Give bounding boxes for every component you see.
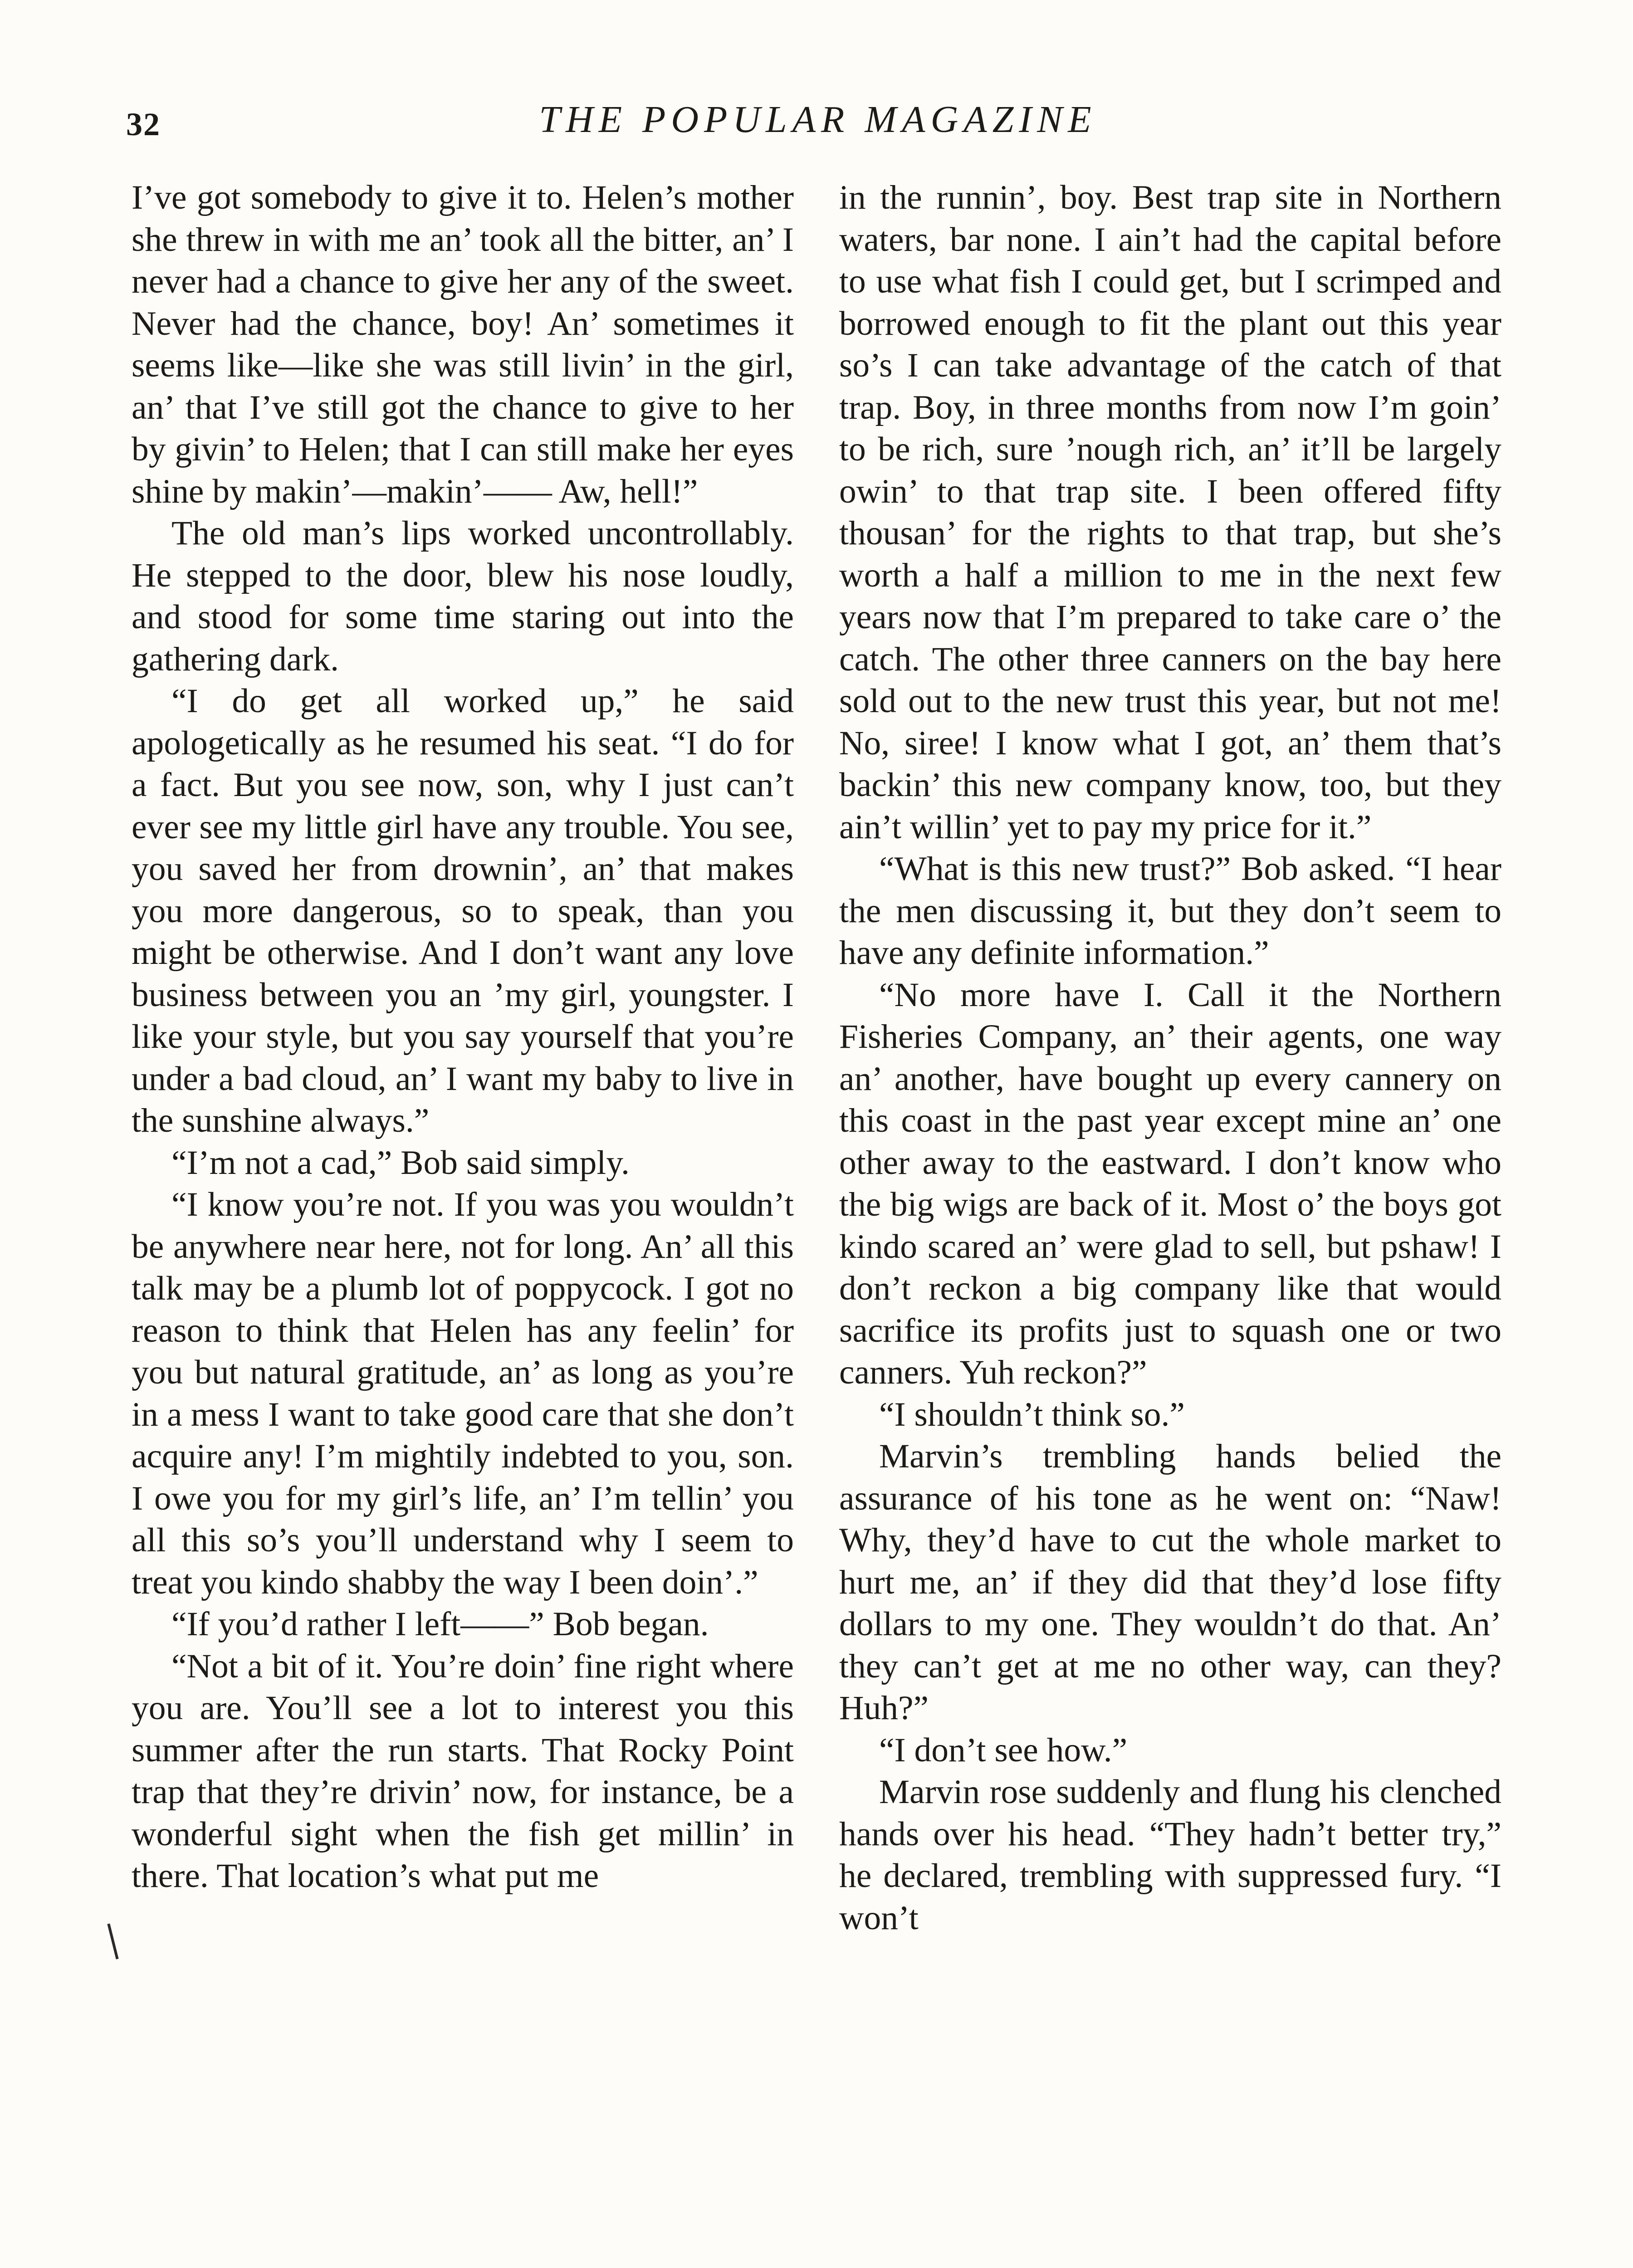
paragraph: “If you’d rather I left——” Bob began.	[171, 1605, 709, 1643]
paragraph: “No more have I. Call it the Northern Fisheries Company, an’ their agents, one way an’ another, have bought up every cannery on this coast in the past year except mine an’ one other away to the eastward. I don’t know who the big wigs are back of it. Most o’ the boys got kindo scared an’ were glad to sell, but pshaw! I don’t reckon a big company like that would sacrifice its profits just to squash one or two canners. Yuh reckon?”	[839, 976, 1501, 1391]
paragraph: in the runnin’, boy. Best trap site in Northern waters, bar none. I ain’t had the capital before to use what fish I could get, but I scrimped and borrowed enough to fit the plant out this year so’s I can take advantage of the catch of that trap. Boy, in three months from now I’m goin’ to be rich, sure ’nough rich, an’ it’ll be largely owin’ to that trap site. I been offered fifty thousan’ for the rights to that trap, but she’s worth a half a million to me in the next few years now that I’m prepared to take care o’ the catch. The other three canners on the bay here sold out to the new trust this year, but not me! No, siree! I know what I got, an’ them that’s backin’ this new company know, too, but they ain’t willin’ yet to pay my price for it.”	[839, 179, 1501, 846]
page-header	[126, 98, 1510, 152]
page-number: 32	[126, 106, 161, 142]
right-column	[839, 177, 1501, 1939]
paragraph: Marvin rose suddenly and flung his clenched hands over his head. “They hadn’t better try,” he declared, trembling with suppressed fury. “I won’t	[839, 1773, 1501, 1937]
paragraph: “Not a bit of it. You’re doin’ fine right where you are. You’ll see a lot to interest you this summer after the run starts. That Rocky Point trap that they’re drivin’ now, for instance, be a wonderful sight when the fish get millin’ in there. That location’s what put me	[132, 1647, 794, 1895]
paragraph: Marvin’s trembling hands belied the assurance of his tone as he went on: “Naw! Why, they’d have to cut the whole market to hurt me, an’ if they did that they’d lose fifty dollars to my one. They wouldn’t do that. An’ they can’t get at me no other way, can they? Huh?”	[839, 1437, 1501, 1727]
paragraph: I’ve got somebody to give it to. Helen’s mother she threw in with me an’ took all the bitter, an’ I never had a chance to give her any of the sweet. Never had the chance, boy! An’ sometimes it seems like—like she was still livin’ in the girl, an’ that I’ve still got the chance to give to her by givin’ to Helen; that I can still make her eyes shine by makin’—makin’—— Aw, hell!”	[132, 179, 794, 510]
paragraph: The old man’s lips worked uncontrollably. He stepped to the door, blew his nose loudly, and stood for some time staring out into the gathering dark.	[132, 514, 794, 678]
paragraph: “I do get all worked up,” he said apologetically as he resumed his seat. “I do for a fact. But you see now, son, why I just can’t ever see my little girl have any trouble. You see, you saved her from drownin’, an’ that makes you more dangerous, so to speak, than you might be otherwise. And I don’t want any love business between you an ’my girl, youngster. I like your style, but you say yourself that you’re under a bad cloud, an’ I want my baby to live in the sunshine always.”	[132, 682, 794, 1139]
pencil-margin-mark	[107, 1923, 118, 1959]
paragraph: “I don’t see how.”	[879, 1731, 1128, 1769]
paragraph: “I’m not a cad,” Bob said simply.	[171, 1144, 630, 1182]
paragraph: “What is this new trust?” Bob asked. “I hear the men discussing it, but they don’t seem to have any definite information.”	[839, 850, 1501, 972]
paragraph: “I know you’re not. If you was you wouldn’t be anywhere near here, not for long. An’ all this talk may be a plumb lot of poppycock. I got no reason to think that Helen has any feelin’ for you but natural gratitude, an’ as long as you’re in a mess I want to take good care that she don’t acquire any! I’m mightily indebted to you, son. I owe you for my girl’s life, an’ I’m tellin’ you all this so’s you’ll understand why I seem to treat you kindo shabby the way I been doin’.”	[132, 1186, 794, 1601]
left-column	[132, 177, 794, 1897]
paragraph: “I shouldn’t think so.”	[879, 1395, 1185, 1433]
running-title: THE POPULAR MAGAZINE	[539, 98, 1097, 141]
